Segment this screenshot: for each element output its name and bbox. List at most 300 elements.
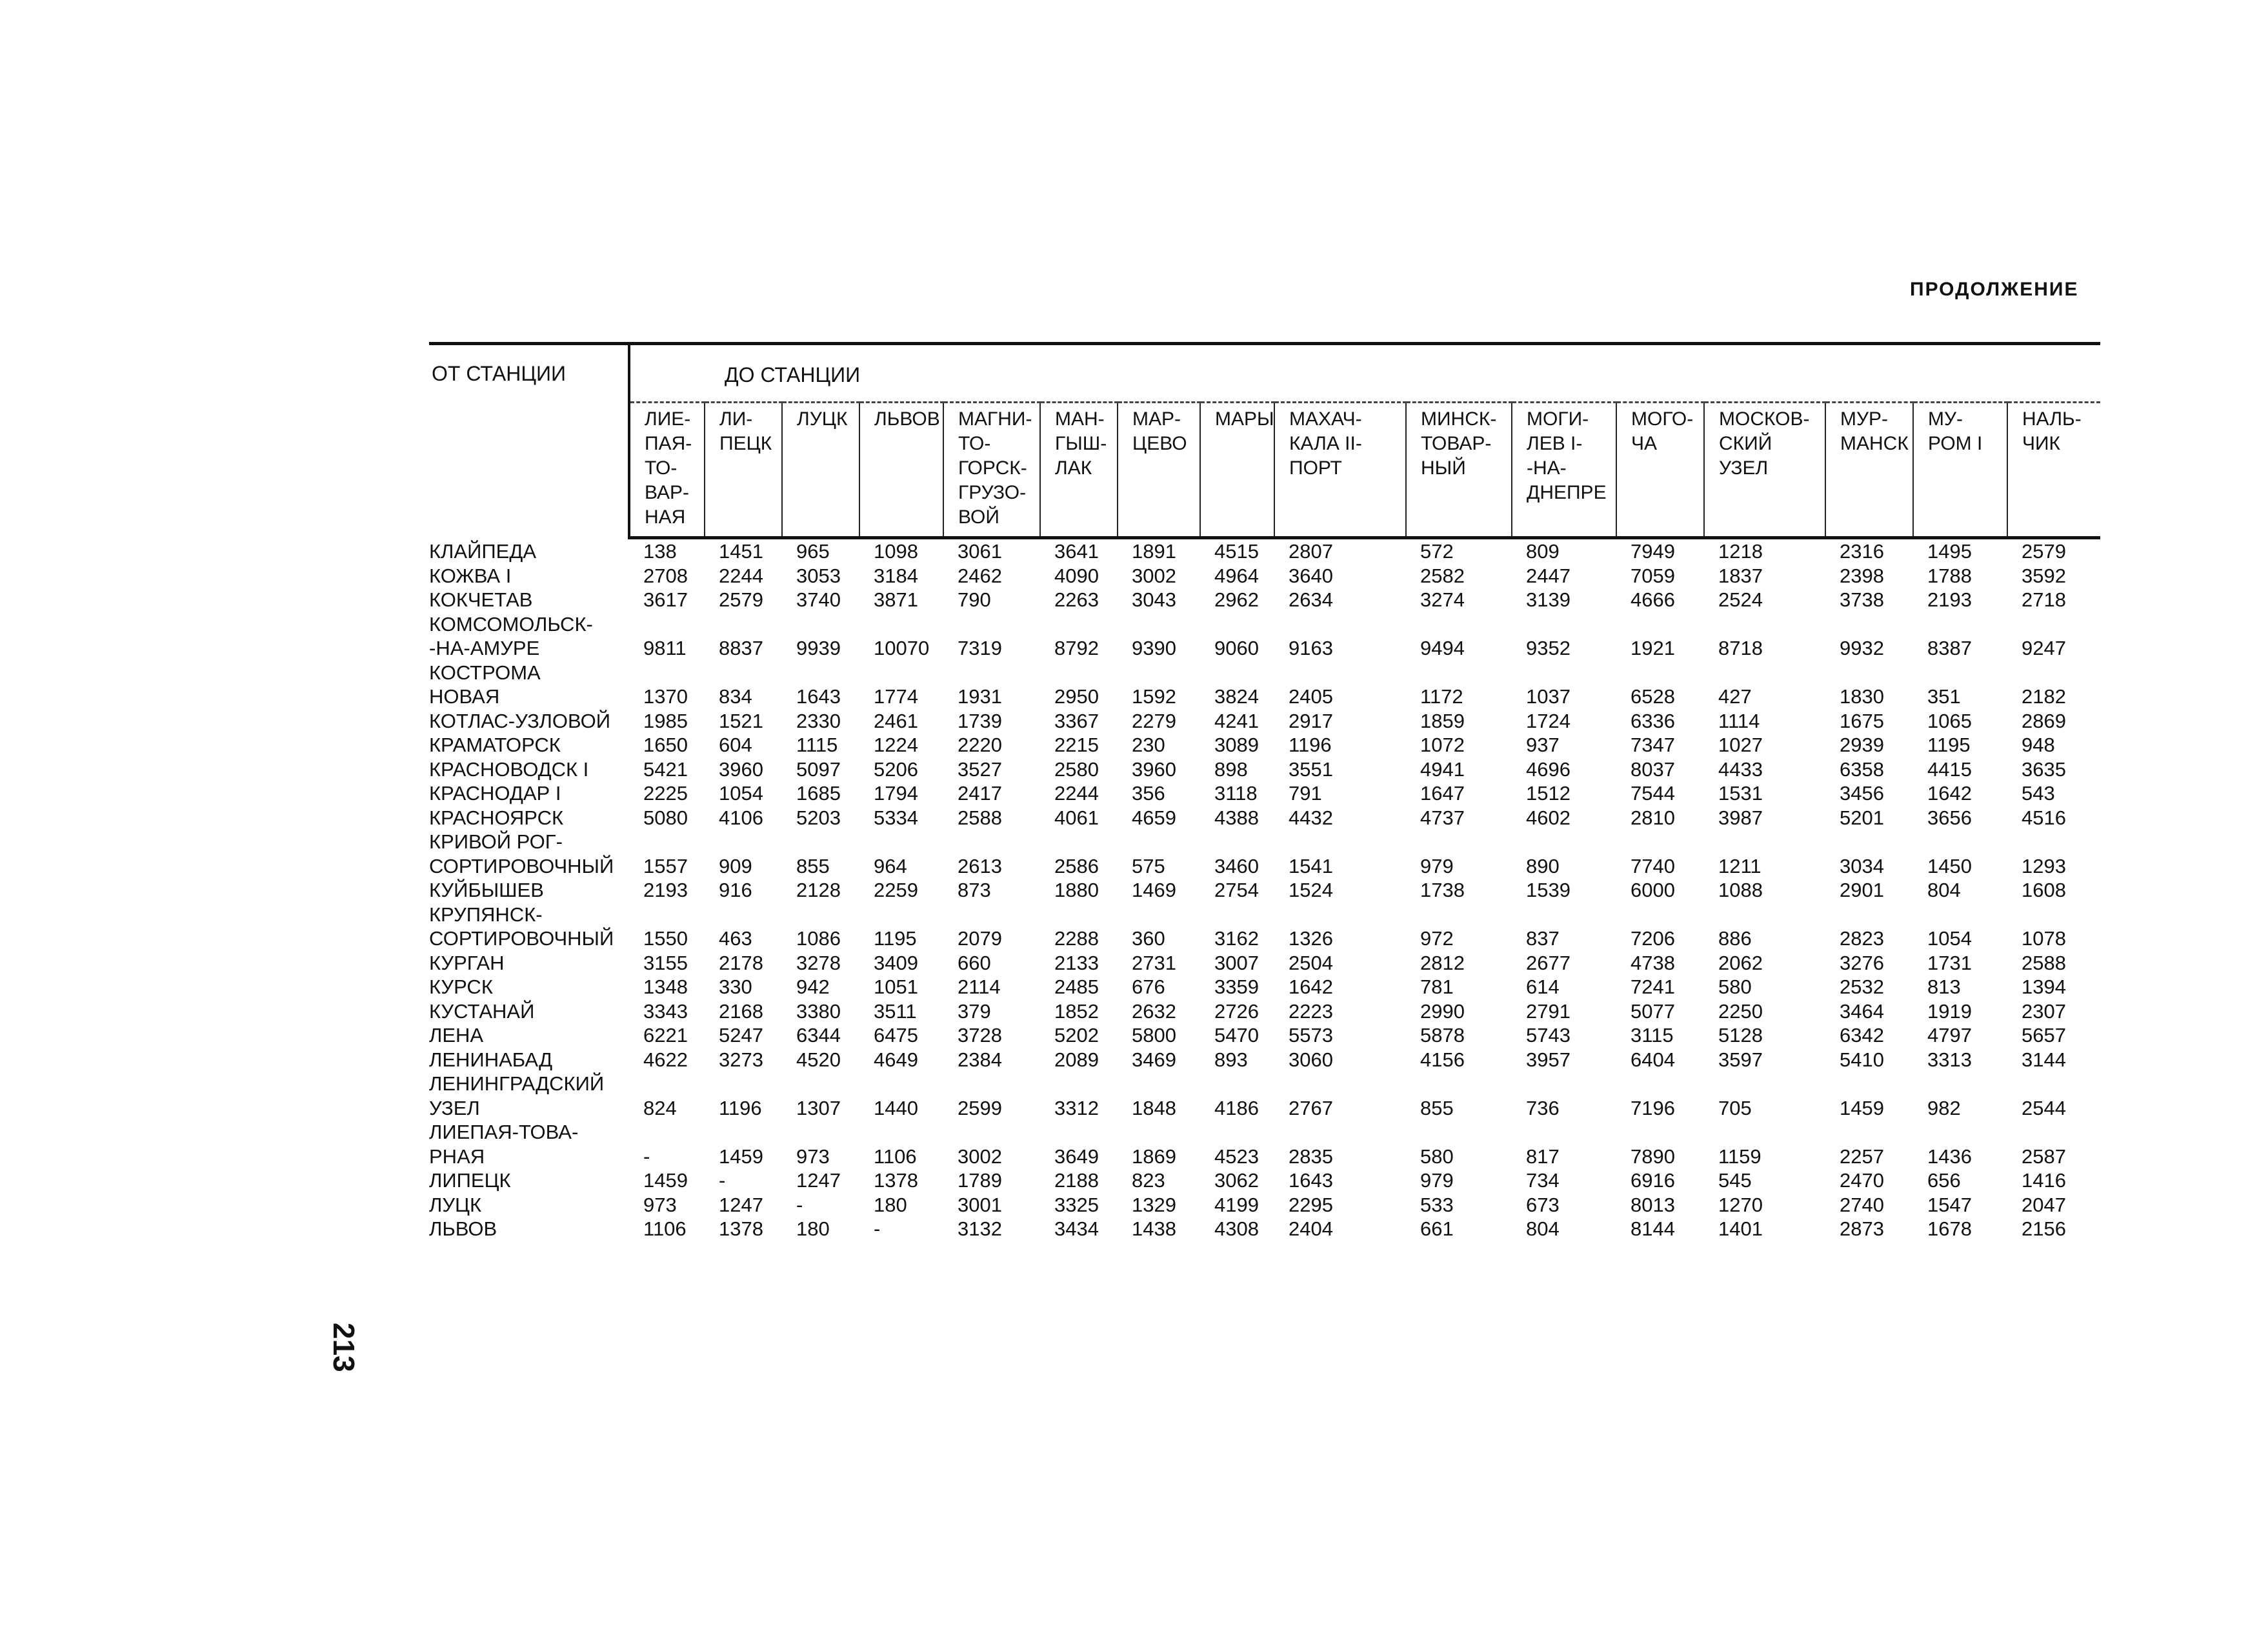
distance-cell — [1274, 830, 1406, 854]
table-row — [429, 854, 2100, 879]
distance-cell: 3312 — [1054, 1096, 1099, 1119]
distance-cell: 2257 — [1840, 1145, 1884, 1168]
distance-table — [429, 342, 2100, 1241]
distance-cell: 4433 — [1718, 757, 1763, 781]
distance-cell — [629, 903, 705, 927]
distance-cell: 7949 — [1631, 540, 1675, 563]
distance-cell: 8792 — [1054, 637, 1099, 659]
distance-cell: 230 — [1132, 734, 1165, 756]
station-name: ЛЕНА — [429, 1024, 484, 1046]
distance-cell: 1685 — [796, 782, 841, 805]
distance-cell: 8387 — [1927, 637, 1972, 659]
station-name: КРУПЯНСК- — [429, 903, 543, 926]
distance-cell: 893 — [1214, 1048, 1248, 1071]
distance-cell: 1051 — [874, 976, 918, 998]
distance-cell: 6342 — [1840, 1024, 1884, 1046]
distance-cell: 1394 — [2022, 976, 2066, 998]
distance-cell: 4199 — [1214, 1193, 1259, 1216]
distance-cell: 5202 — [1054, 1024, 1099, 1046]
distance-cell: 3640 — [1289, 564, 1333, 587]
distance-cell: 2062 — [1718, 951, 1763, 974]
distance-cell: 2917 — [1289, 709, 1333, 732]
distance-cell: 5128 — [1718, 1024, 1763, 1046]
distance-cell: 2263 — [1054, 588, 1099, 611]
distance-cell: 2405 — [1289, 685, 1333, 708]
distance-cell: 360 — [1132, 927, 1165, 950]
distance-cell — [629, 612, 705, 637]
distance-cell: 543 — [2022, 782, 2055, 805]
distance-cell: 2193 — [1927, 588, 1972, 611]
distance-cell: 972 — [1420, 927, 1454, 950]
distance-cell: 2156 — [2022, 1217, 2066, 1240]
distance-cell: 1678 — [1927, 1217, 1972, 1240]
distance-cell: 9494 — [1420, 637, 1465, 659]
column-header: МАРЫ — [1200, 403, 1274, 538]
station-name: КОМСОМОЛЬСК- — [429, 612, 593, 635]
distance-cell: 5470 — [1214, 1024, 1259, 1046]
distance-cell: 823 — [1132, 1169, 1165, 1192]
distance-cell: 1106 — [874, 1145, 917, 1168]
distance-cell: 2295 — [1289, 1193, 1333, 1216]
distance-cell: 3641 — [1054, 540, 1099, 563]
table-row — [429, 830, 2100, 854]
distance-cell: 982 — [1927, 1096, 1961, 1119]
distance-cell: 9352 — [1526, 637, 1571, 659]
table-row — [429, 709, 2100, 734]
distance-cell: 5573 — [1289, 1024, 1333, 1046]
distance-cell: 1037 — [1526, 685, 1571, 708]
column-header: МУ- РОМ I — [1913, 403, 2007, 538]
distance-cell: 9939 — [796, 637, 841, 659]
column-header: МАР- ЦЕВО — [1118, 403, 1200, 538]
distance-cell — [1913, 661, 2007, 685]
distance-cell: 1378 — [874, 1169, 918, 1192]
distance-cell: 813 — [1927, 976, 1961, 998]
distance-cell — [629, 1120, 705, 1145]
distance-cell: 1078 — [2022, 927, 2066, 950]
distance-cell: 1788 — [1927, 564, 1972, 587]
table-row — [429, 538, 2100, 564]
distance-cell: 3367 — [1054, 709, 1099, 732]
distance-cell: 973 — [643, 1193, 677, 1216]
distance-cell: 1647 — [1420, 782, 1465, 805]
distance-cell — [782, 1072, 859, 1096]
table-row — [429, 1096, 2100, 1121]
distance-cell: 4308 — [1214, 1217, 1259, 1240]
distance-cell: 1592 — [1132, 685, 1176, 708]
column-header: МАГНИ- ТО- ГОРСК- ГРУЗО- ВОЙ — [943, 403, 1040, 538]
distance-cell: 1794 — [874, 782, 918, 805]
distance-cell: 7241 — [1631, 976, 1675, 998]
distance-cell — [705, 830, 782, 854]
distance-cell — [943, 903, 1040, 927]
distance-cell: 6358 — [1840, 757, 1884, 781]
distance-cell: 2726 — [1214, 999, 1259, 1023]
table-row — [429, 733, 2100, 757]
distance-cell: 1931 — [958, 685, 1002, 708]
distance-cell — [1913, 830, 2007, 854]
distance-cell: 2225 — [643, 782, 688, 805]
distance-cell: 4738 — [1631, 951, 1675, 974]
distance-cell: 5410 — [1840, 1048, 1884, 1071]
distance-cell: 804 — [1927, 879, 1961, 901]
distance-cell: 2188 — [1054, 1169, 1099, 1192]
distance-cell: 804 — [1526, 1217, 1560, 1240]
table-row — [429, 564, 2100, 588]
distance-cell — [2007, 903, 2100, 927]
distance-cell: 1195 — [1927, 734, 1971, 756]
distance-cell: 3511 — [874, 999, 917, 1023]
distance-cell: 9390 — [1132, 637, 1176, 659]
distance-cell: 2835 — [1289, 1145, 1333, 1168]
station-name: КЛАЙПЕДА — [429, 540, 536, 563]
distance-cell — [705, 612, 782, 637]
station-name: КУСТАНАЙ — [429, 999, 535, 1023]
distance-cell: 2178 — [719, 951, 763, 974]
distance-cell — [1913, 1072, 2007, 1096]
distance-cell: 2220 — [958, 734, 1002, 756]
distance-cell — [1512, 903, 1616, 927]
distance-cell: 1086 — [796, 927, 841, 950]
distance-cell: 604 — [719, 734, 752, 756]
distance-cell — [1512, 1120, 1616, 1145]
distance-cell — [1406, 903, 1512, 927]
distance-cell: 1440 — [874, 1096, 918, 1119]
distance-cell — [1200, 661, 1274, 685]
distance-cell — [2007, 1120, 2100, 1145]
distance-cell: 3359 — [1214, 976, 1259, 998]
distance-cell — [1040, 612, 1118, 637]
station-name: КУЙБЫШЕВ — [429, 879, 544, 901]
distance-cell: 4090 — [1054, 564, 1099, 587]
distance-cell: 673 — [1526, 1193, 1560, 1216]
column-header: МОСКОВ- СКИЙ УЗЕЛ — [1704, 403, 1825, 538]
distance-cell: 3656 — [1927, 806, 1972, 829]
distance-cell: 2133 — [1054, 951, 1099, 974]
station-name: КРАМАТОРСК — [429, 734, 561, 756]
distance-cell: 1247 — [719, 1193, 763, 1216]
distance-cell: 3274 — [1420, 588, 1465, 611]
distance-cell: 6344 — [796, 1024, 841, 1046]
distance-cell: 2470 — [1840, 1169, 1884, 1192]
distance-cell: 1054 — [719, 782, 763, 805]
distance-cell: 2767 — [1289, 1096, 1333, 1119]
distance-cell: 1539 — [1526, 879, 1571, 901]
distance-cell: 964 — [874, 854, 907, 877]
station-name: ЛЬВОВ — [429, 1217, 497, 1240]
distance-cell: 3132 — [958, 1217, 1002, 1240]
distance-cell: 3118 — [1214, 782, 1258, 805]
table-row — [429, 878, 2100, 903]
distance-cell — [943, 1072, 1040, 1096]
distance-cell: 2447 — [1526, 564, 1571, 587]
distance-cell: 7059 — [1631, 564, 1675, 587]
distance-cell: 1326 — [1289, 927, 1333, 950]
distance-cell: 4964 — [1214, 564, 1259, 587]
distance-cell: 7347 — [1631, 734, 1675, 756]
distance-cell: 6000 — [1631, 879, 1675, 901]
distance-cell: 1852 — [1054, 999, 1099, 1023]
column-header: МОГИ- ЛЕВ I- -НА- ДНЕПРЕ — [1512, 403, 1616, 538]
distance-cell: 3456 — [1840, 782, 1884, 805]
distance-cell: 979 — [1420, 1169, 1454, 1192]
distance-cell — [629, 661, 705, 685]
distance-cell — [1118, 1120, 1200, 1145]
distance-cell: 3957 — [1526, 1048, 1571, 1071]
distance-cell: 1731 — [1927, 951, 1972, 974]
distance-cell: 4649 — [874, 1048, 918, 1071]
distance-cell: 1459 — [719, 1145, 763, 1168]
distance-cell: 2587 — [2022, 1145, 2066, 1168]
table-row — [429, 1217, 2100, 1241]
distance-cell: 2634 — [1289, 588, 1333, 611]
distance-cell: 575 — [1132, 854, 1165, 877]
distance-cell: 2869 — [2022, 709, 2066, 732]
distance-cell: 9247 — [2022, 637, 2066, 659]
distance-cell: 1088 — [1718, 879, 1763, 901]
distance-cell: 2288 — [1054, 927, 1099, 950]
distance-cell: 1880 — [1054, 879, 1099, 901]
distance-cell: 3007 — [1214, 951, 1259, 974]
distance-cell: 5878 — [1420, 1024, 1465, 1046]
distance-cell: 138 — [643, 540, 677, 563]
distance-cell — [1274, 661, 1406, 685]
distance-cell — [1406, 661, 1512, 685]
distance-cell: 3824 — [1214, 685, 1259, 708]
distance-cell — [2007, 661, 2100, 685]
table-row — [429, 636, 2100, 661]
distance-cell: 1054 — [1927, 927, 1972, 950]
table-row — [429, 612, 2100, 637]
distance-cell — [943, 1120, 1040, 1145]
table-row — [429, 685, 2100, 709]
distance-cell: 1469 — [1132, 879, 1176, 901]
distance-cell: 6528 — [1631, 685, 1675, 708]
table-row — [429, 926, 2100, 951]
distance-cell: 9060 — [1214, 637, 1259, 659]
distance-cell: 4061 — [1054, 806, 1099, 829]
column-header: НАЛЬ- ЧИК — [2007, 403, 2100, 538]
distance-cell: 1557 — [643, 854, 688, 877]
distance-cell: 1401 — [1718, 1217, 1763, 1240]
distance-cell: 948 — [2022, 734, 2055, 756]
distance-cell: 3617 — [643, 588, 688, 611]
table-row — [429, 1023, 2100, 1048]
distance-cell: 809 — [1526, 540, 1560, 563]
distance-cell: 5206 — [874, 757, 918, 781]
distance-cell: 7196 — [1631, 1096, 1675, 1119]
distance-cell: 4622 — [643, 1048, 688, 1071]
column-header: ЛИ- ПЕЦК — [705, 403, 782, 538]
station-name: КОЖВА I — [429, 564, 512, 587]
station-name: СОРТИРОВОЧНЫЙ — [429, 927, 614, 950]
distance-cell — [1406, 612, 1512, 637]
distance-cell: 3313 — [1927, 1048, 1972, 1071]
distance-cell: 1675 — [1840, 709, 1884, 732]
distance-cell — [1704, 830, 1825, 854]
distance-cell: 890 — [1526, 854, 1560, 877]
distance-cell: 9163 — [1289, 637, 1333, 659]
distance-cell: 4516 — [2022, 806, 2066, 829]
distance-cell: 1739 — [958, 709, 1002, 732]
distance-cell: 5201 — [1840, 806, 1884, 829]
distance-cell: 1921 — [1631, 637, 1675, 659]
distance-cell: 705 — [1718, 1096, 1752, 1119]
distance-cell: 916 — [719, 879, 752, 901]
distance-cell: 2901 — [1840, 879, 1884, 901]
distance-cell: 2632 — [1132, 999, 1176, 1023]
distance-cell: 3273 — [719, 1048, 763, 1071]
distance-cell — [1704, 903, 1825, 927]
distance-cell — [1616, 661, 1704, 685]
distance-cell — [1118, 1072, 1200, 1096]
distance-cell: 4156 — [1420, 1048, 1465, 1071]
distance-cell: 3002 — [958, 1145, 1002, 1168]
distance-cell: 2259 — [874, 879, 918, 901]
distance-cell: 2250 — [1718, 999, 1763, 1023]
distance-cell: 2047 — [2022, 1193, 2066, 1216]
distance-cell: 676 — [1132, 976, 1165, 998]
distance-cell: 3053 — [796, 564, 841, 587]
distance-cell — [1512, 1072, 1616, 1096]
table-row — [429, 781, 2100, 806]
distance-cell: 580 — [1718, 976, 1752, 998]
distance-cell: 2677 — [1526, 951, 1571, 974]
distance-cell: 6336 — [1631, 709, 1675, 732]
distance-cell — [1274, 1120, 1406, 1145]
distance-cell: 2524 — [1718, 588, 1763, 611]
distance-cell: 1642 — [1927, 782, 1972, 805]
distance-cell: 1738 — [1420, 879, 1465, 901]
distance-cell: 7319 — [958, 637, 1002, 659]
distance-cell: 1547 — [1927, 1193, 1972, 1216]
distance-cell: 1848 — [1132, 1096, 1176, 1119]
distance-cell: 6404 — [1631, 1048, 1675, 1071]
distance-cell — [859, 1120, 943, 1145]
distance-cell — [859, 1072, 943, 1096]
distance-cell: 5247 — [719, 1024, 763, 1046]
distance-cell: 1541 — [1289, 854, 1333, 877]
distance-cell: 1650 — [643, 734, 688, 756]
distance-cell: 3434 — [1054, 1217, 1099, 1240]
distance-cell: 1329 — [1132, 1193, 1176, 1216]
distance-cell: 2873 — [1840, 1217, 1884, 1240]
distance-cell: 1531 — [1718, 782, 1763, 805]
distance-cell: 781 — [1420, 976, 1454, 998]
distance-cell: 2461 — [874, 709, 918, 732]
distance-cell: 4737 — [1420, 806, 1465, 829]
distance-cell: 1919 — [1927, 999, 1972, 1023]
distance-cell: 5421 — [643, 757, 688, 781]
distance-cell: 2544 — [2022, 1096, 2066, 1119]
distance-cell: 3380 — [796, 999, 841, 1023]
distance-cell: 3043 — [1132, 588, 1176, 611]
distance-cell: - — [796, 1193, 803, 1216]
distance-cell: 2588 — [958, 806, 1002, 829]
distance-cell — [782, 830, 859, 854]
distance-cell: 937 — [1526, 734, 1560, 756]
station-name: УЗЕЛ — [429, 1096, 480, 1119]
distance-cell: - — [643, 1145, 650, 1168]
distance-cell — [782, 903, 859, 927]
distance-cell: 5077 — [1631, 999, 1675, 1023]
distance-cell: 180 — [796, 1217, 830, 1240]
distance-cell — [943, 661, 1040, 685]
distance-cell: 3987 — [1718, 806, 1763, 829]
distance-cell: 5080 — [643, 806, 688, 829]
distance-cell — [2007, 1072, 2100, 1096]
distance-cell: 2279 — [1132, 709, 1176, 732]
distance-cell: 4515 — [1214, 540, 1259, 563]
table-row — [429, 1193, 2100, 1217]
distance-cell: 2990 — [1420, 999, 1465, 1023]
distance-cell: 5657 — [2022, 1024, 2066, 1046]
distance-cell: 5800 — [1132, 1024, 1176, 1046]
distance-cell: 2079 — [958, 927, 1002, 950]
distance-cell: 2599 — [958, 1096, 1002, 1119]
distance-cell: 1450 — [1927, 854, 1972, 877]
column-header: ЛЬВОВ — [859, 403, 943, 538]
distance-cell — [1118, 612, 1200, 637]
distance-cell: 2731 — [1132, 951, 1176, 974]
distance-cell: 1072 — [1420, 734, 1465, 756]
distance-cell: 1643 — [796, 685, 841, 708]
distance-cell — [705, 661, 782, 685]
distance-cell: 3139 — [1526, 588, 1571, 611]
station-name: КУРГАН — [429, 951, 505, 974]
distance-cell: 8718 — [1718, 637, 1763, 659]
distance-cell: 824 — [643, 1096, 677, 1119]
distance-cell: 1495 — [1927, 540, 1972, 563]
distance-cell: 1195 — [874, 927, 917, 950]
distance-cell — [859, 612, 943, 637]
distance-cell — [1040, 903, 1118, 927]
distance-cell: 3740 — [796, 588, 841, 611]
distance-cell — [859, 830, 943, 854]
distance-cell: 5097 — [796, 757, 841, 781]
distance-cell: 614 — [1526, 976, 1560, 998]
distance-cell: 965 — [796, 540, 830, 563]
distance-cell — [2007, 830, 2100, 854]
distance-cell: 2215 — [1054, 734, 1099, 756]
distance-cell: 2504 — [1289, 951, 1333, 974]
distance-cell: 580 — [1420, 1145, 1454, 1168]
distance-cell: 4523 — [1214, 1145, 1259, 1168]
distance-cell: 1459 — [643, 1169, 688, 1192]
distance-cell: 3728 — [958, 1024, 1002, 1046]
distance-cell: 886 — [1718, 927, 1752, 950]
distance-cell: 330 — [719, 976, 752, 998]
distance-cell: 2708 — [643, 564, 688, 587]
station-name: КУРСК — [429, 976, 493, 998]
distance-cell: 855 — [1420, 1096, 1454, 1119]
distance-cell: 5203 — [796, 806, 841, 829]
distance-cell — [1274, 1072, 1406, 1096]
distance-cell — [1274, 903, 1406, 927]
distance-cell: 2114 — [958, 976, 1001, 998]
distance-cell — [1913, 903, 2007, 927]
distance-cell: 3871 — [874, 588, 918, 611]
distance-cell: 942 — [796, 976, 830, 998]
distance-cell: 3278 — [796, 951, 841, 974]
distance-cell — [1406, 830, 1512, 854]
distance-cell: 1512 — [1526, 782, 1571, 805]
distance-cell: 1196 — [719, 1096, 762, 1119]
distance-cell: 790 — [958, 588, 991, 611]
distance-cell — [1040, 661, 1118, 685]
column-header: МАН- ГЫШ- ЛАК — [1040, 403, 1118, 538]
distance-cell: 5743 — [1526, 1024, 1571, 1046]
